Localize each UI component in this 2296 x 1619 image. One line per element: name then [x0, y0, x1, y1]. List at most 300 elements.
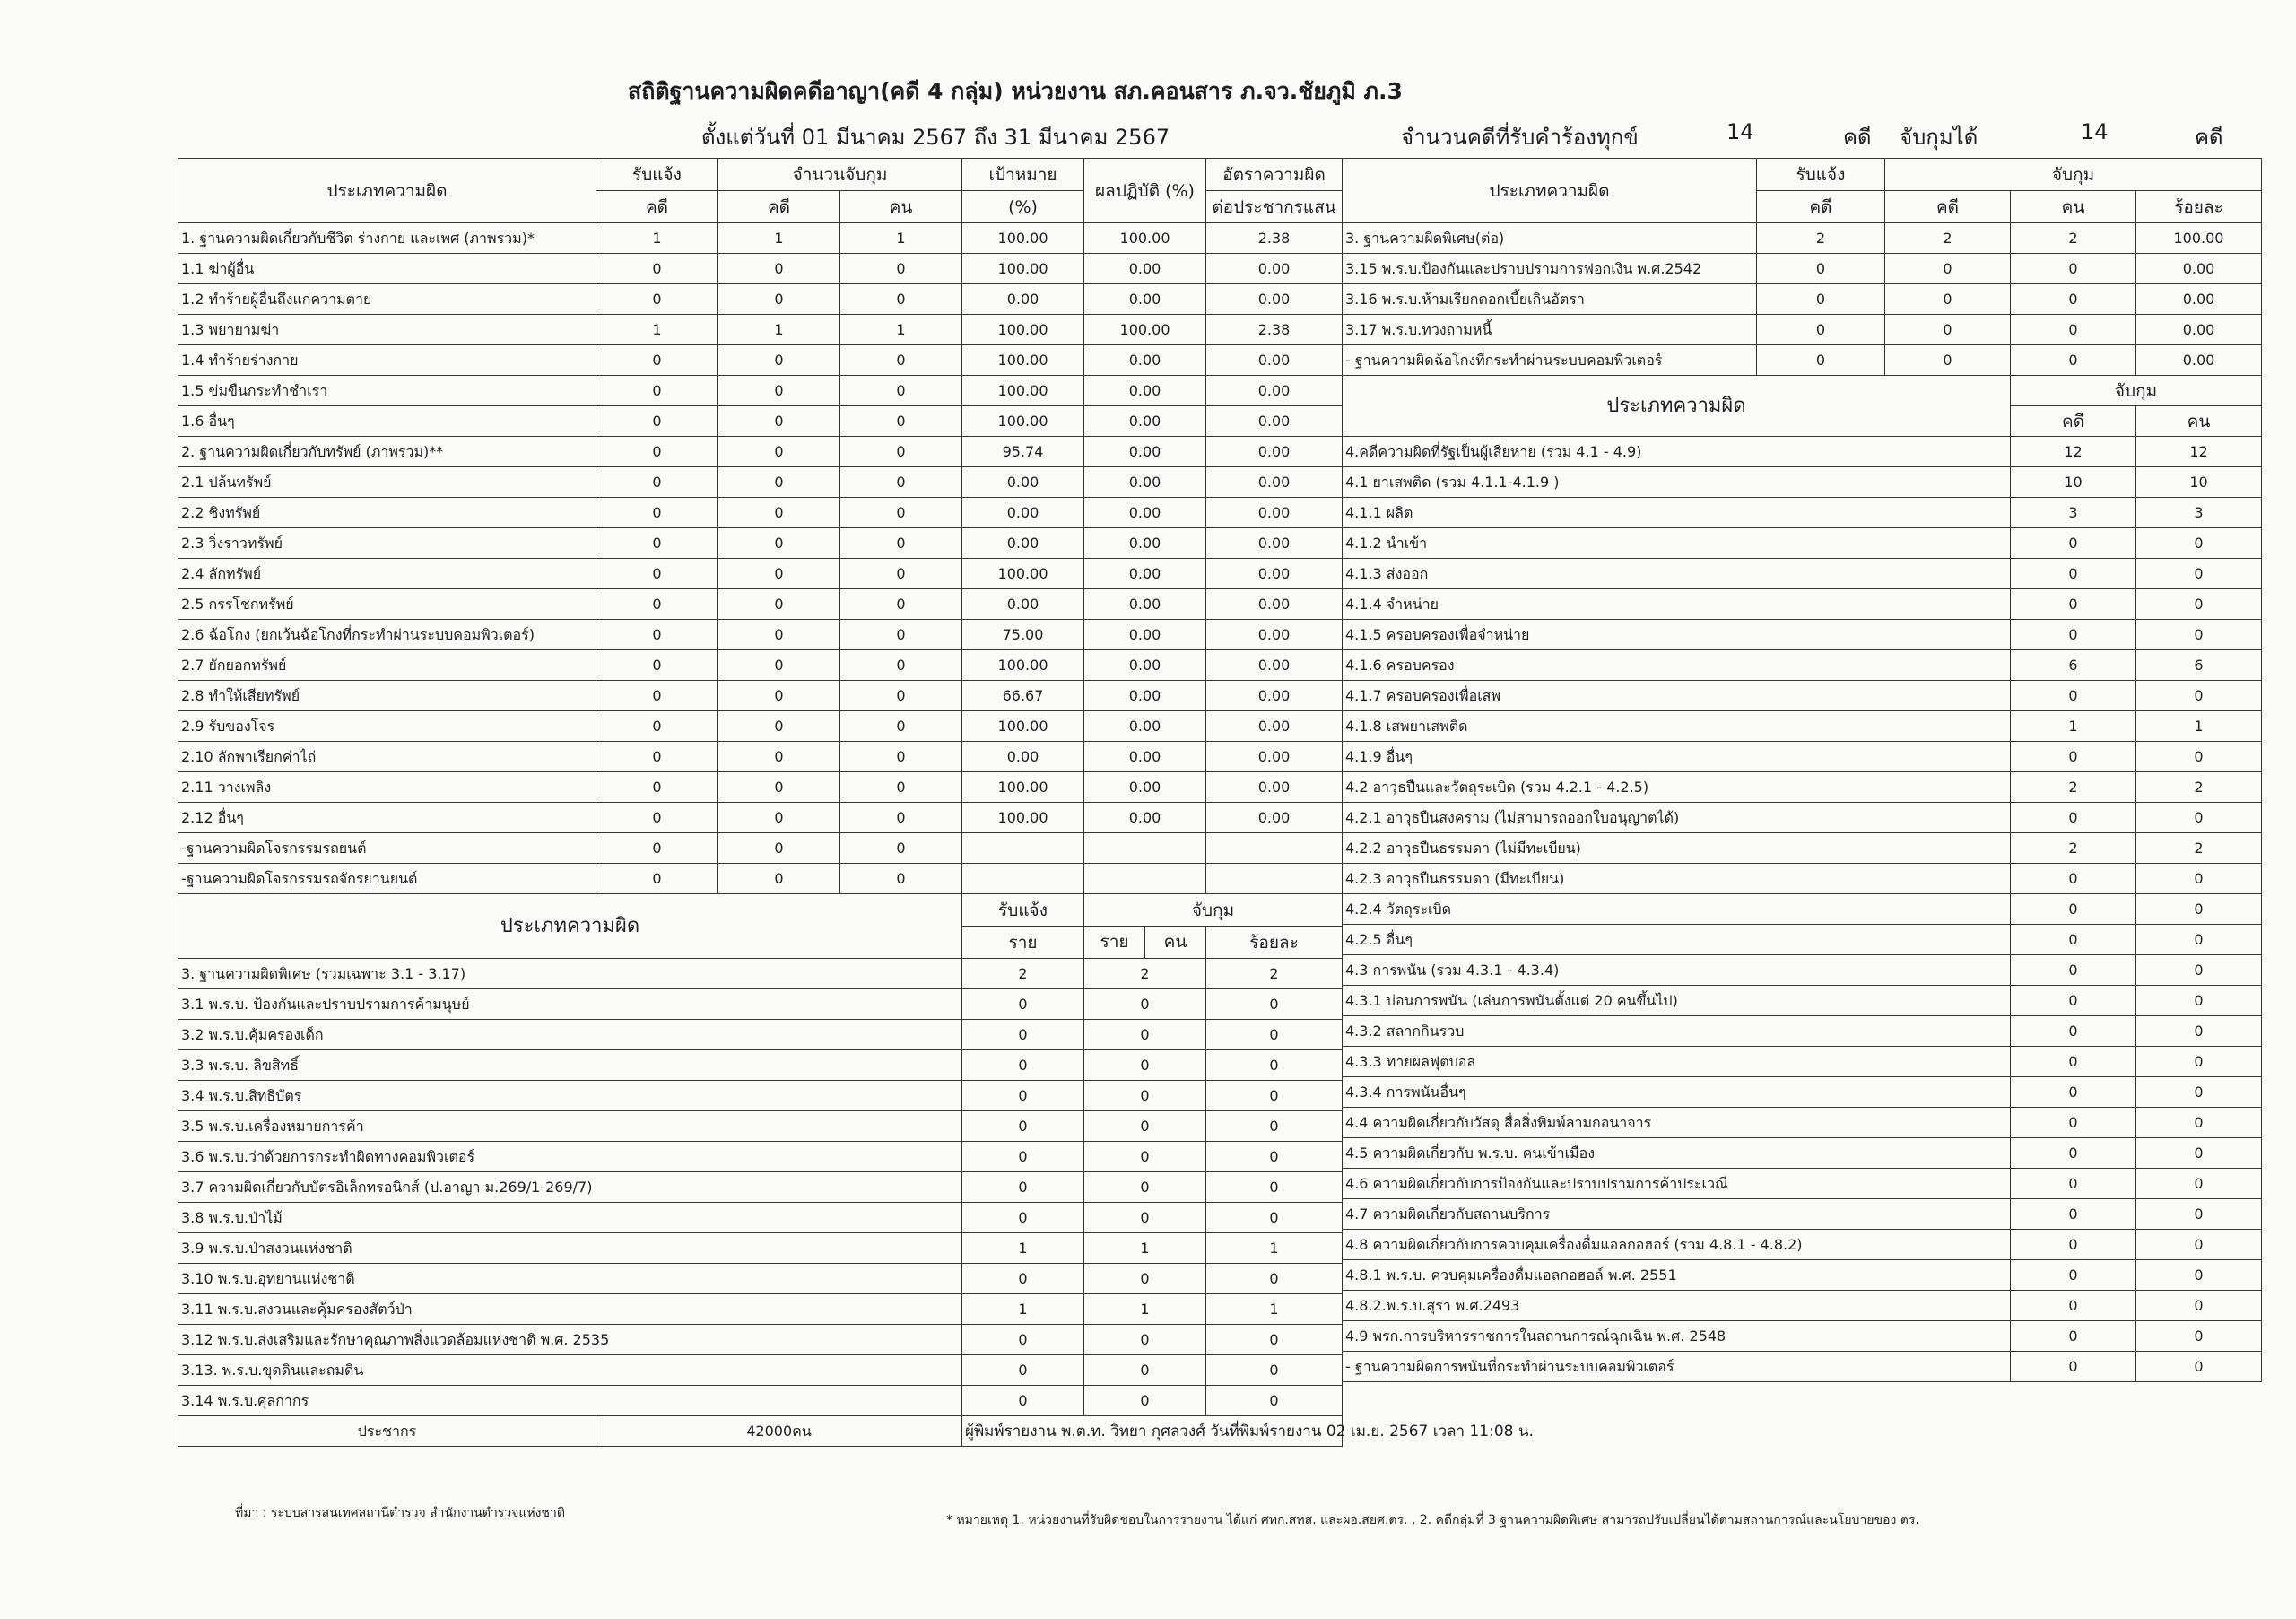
- row-value: 1: [1084, 1233, 1206, 1264]
- row-value: 0: [840, 559, 962, 589]
- row-value: 0: [1084, 989, 1206, 1020]
- row-label: 1.6 อื่นๆ: [178, 406, 596, 437]
- remark-note: * หมายเหตุ 1. หน่วยงานที่รับผิดชอบในการรายงาน ได้แก่ ศทก.สทส. และผอ.สยศ.ตร. , 2. คดีกลุ่มที่ 3 ฐานความผิดพิเศษ สามารถปรับเปลี่ยนได้ตามสถานการณ์และนโยบายของ ตร.: [946, 1513, 1919, 1528]
- row-value: 0: [596, 437, 718, 467]
- row-value: 0: [718, 406, 840, 437]
- row-label: 4.3.3 ทายผลฟุตบอล: [1343, 1047, 2011, 1077]
- crime-row: [178, 589, 1343, 620]
- row-value: 0: [2136, 1230, 2262, 1260]
- row-value: 0: [962, 1142, 1084, 1172]
- section3-header-cases: ราย: [962, 927, 1084, 959]
- row-value: 100.00: [962, 406, 1084, 437]
- section3-header-person: คน: [1163, 932, 1187, 952]
- complaint-count: 14: [1726, 119, 1754, 144]
- row-value: 0: [2136, 1077, 2262, 1108]
- row-value: 0: [840, 803, 962, 833]
- col-header-report: รับแจ้ง: [596, 159, 718, 191]
- source-note: ที่มา : ระบบสารสนเทศสถานีตำรวจ สำนักงานตำรวจแห่งชาติ: [235, 1506, 565, 1520]
- row-label: 3.6 พ.ร.บ.ว่าด้วยการกระทำผิดทางคอมพิวเตอร์: [178, 1142, 962, 1172]
- row-label: 4.9 พรก.การบริหารราชการในสถานการณ์ฉุกเฉิน พ.ศ. 2548: [1343, 1321, 2011, 1352]
- row-value: 1: [718, 223, 840, 254]
- row-label: 3.11 พ.ร.บ.สงวนและคุ้มครองสัตว์ป่า: [178, 1294, 962, 1325]
- row-label: 3.10 พ.ร.บ.อุทยานแห่งชาติ: [178, 1264, 962, 1294]
- row-value: 100.00: [1084, 315, 1206, 345]
- row-value: 0: [1757, 254, 1885, 284]
- row-value: 0: [1206, 1203, 1343, 1233]
- row-value: 0: [718, 772, 840, 803]
- row-value: 0.00: [1084, 589, 1206, 620]
- row-value: 0: [596, 284, 718, 315]
- special-crime-row: [178, 1020, 1343, 1050]
- row-label: 2.12 อื่นๆ: [178, 803, 596, 833]
- crime-row: [178, 467, 1343, 498]
- row-value: 2: [2011, 223, 2136, 254]
- row-value: 0.00: [1084, 437, 1206, 467]
- row-label: 1.3 พยายามฆ่า: [178, 315, 596, 345]
- row-label: 2.4 ลักทรัพย์: [178, 559, 596, 589]
- special-crime-row: [178, 1172, 1343, 1203]
- row-label: 4.2.1 อาวุธปืนสงคราม (ไม่สามารถออกใบอนุญาตได้): [1343, 803, 2011, 833]
- row-value: 0: [718, 864, 840, 894]
- col-header-rate-per: ต่อประชากรแสน: [1206, 191, 1343, 223]
- row-value: 0: [840, 284, 962, 315]
- row-value: 0: [2136, 589, 2262, 620]
- row-value: 0: [718, 467, 840, 498]
- row-value: 0: [1084, 1050, 1206, 1081]
- row-label: 4.1.3 ส่งออก: [1343, 559, 2011, 589]
- row-value: 66.67: [962, 681, 1084, 711]
- row-value: 0.00: [1206, 589, 1343, 620]
- right-col-header-pct: ร้อยละ: [2136, 191, 2262, 223]
- row-value: 0: [596, 681, 718, 711]
- row-value: 1: [840, 223, 962, 254]
- crime-row: [178, 406, 1343, 437]
- row-value: 0: [2136, 1291, 2262, 1321]
- row-label: 4.4 ความผิดเกี่ยวกับวัสดุ สื่อสิ่งพิมพ์ลามกอนาจาร: [1343, 1108, 2011, 1138]
- row-value: 0: [718, 803, 840, 833]
- row-value: 0: [596, 650, 718, 681]
- row-value: 0: [962, 989, 1084, 1020]
- row-value: 0: [2136, 1108, 2262, 1138]
- row-value: 0: [2011, 284, 2136, 315]
- row-value: 0.00: [1084, 620, 1206, 650]
- row-value: 100.00: [962, 315, 1084, 345]
- row-value: 0: [1885, 284, 2011, 315]
- row-value: 1: [2136, 711, 2262, 742]
- row-value: 0: [1084, 1264, 1206, 1294]
- row-value: 0.00: [1206, 711, 1343, 742]
- row-value: 0: [2011, 803, 2136, 833]
- row-value: 2: [1206, 959, 1343, 989]
- row-label: -ฐานความผิดโจรกรรมรถยนต์: [178, 833, 596, 864]
- row-value: 0: [596, 589, 718, 620]
- row-value: 0: [2136, 1016, 2262, 1047]
- state-victim-row: [1343, 772, 2262, 803]
- row-value: 0.00: [1206, 650, 1343, 681]
- row-label: 3.13. พ.ร.บ.ขุดดินและถมดิน: [178, 1355, 962, 1386]
- row-value: 0: [2136, 986, 2262, 1016]
- row-value: 1: [596, 315, 718, 345]
- row-label: - ฐานความผิดการพนันที่กระทำผ่านระบบคอมพิวเตอร์: [1343, 1352, 2011, 1382]
- row-value: 0: [1206, 989, 1343, 1020]
- row-value: 100.00: [962, 803, 1084, 833]
- state-victim-row: [1343, 1108, 2262, 1138]
- row-value: 0: [1084, 1355, 1206, 1386]
- row-label: 4.2.4 วัตถุระเบิด: [1343, 894, 2011, 925]
- row-value: 0: [2136, 955, 2262, 986]
- special-crime-row: [1343, 284, 2262, 315]
- row-value: 0: [718, 833, 840, 864]
- row-value: 10: [2011, 467, 2136, 498]
- row-label: 4.3.2 สลากกินรวบ: [1343, 1016, 2011, 1047]
- row-value: 0: [2011, 955, 2136, 986]
- special-crime-row: [178, 1081, 1343, 1111]
- row-value: 0.00: [1206, 528, 1343, 559]
- special-crime-row: [178, 1386, 1343, 1416]
- row-label: 1.4 ทำร้ายร่างกาย: [178, 345, 596, 376]
- row-value: 0.00: [1084, 742, 1206, 772]
- right-col-header-arrest-case: คดี: [1885, 191, 2011, 223]
- row-value: 0.00: [1206, 345, 1343, 376]
- row-value: 0: [1206, 1142, 1343, 1172]
- crime-row: [178, 559, 1343, 589]
- row-value: 0: [2011, 1016, 2136, 1047]
- row-label: 4.2.2 อาวุธปืนธรรมดา (ไม่มีทะเบียน): [1343, 833, 2011, 864]
- row-value: 0.00: [1084, 498, 1206, 528]
- row-value: 0: [2011, 1352, 2136, 1382]
- row-value: 0: [840, 345, 962, 376]
- row-label: 3.15 พ.ร.บ.ป้องกันและปราบปรามการฟอกเงิน พ.ศ.2542: [1343, 254, 1757, 284]
- state-victim-row: [1343, 925, 2262, 955]
- crime-row: [178, 681, 1343, 711]
- col-header-case: คดี: [596, 191, 718, 223]
- row-label: 2.10 ลักพาเรียกค่าไถ่: [178, 742, 596, 772]
- row-value: 0.00: [2136, 315, 2262, 345]
- row-value: 2: [2136, 833, 2262, 864]
- row-label: 4.1.4 จำหน่าย: [1343, 589, 2011, 620]
- row-value: 0: [840, 711, 962, 742]
- state-victim-row: [1343, 620, 2262, 650]
- state-victim-row: [1343, 1199, 2262, 1230]
- row-value: 0.00: [1084, 803, 1206, 833]
- row-value: 100.00: [962, 711, 1084, 742]
- row-value: 0: [2011, 559, 2136, 589]
- section3-header-type: ประเภทความผิด: [178, 894, 962, 959]
- row-value: 0.00: [962, 589, 1084, 620]
- empty-cell: [962, 864, 1084, 894]
- row-value: 0: [2011, 894, 2136, 925]
- printed-by: ผู้พิมพ์รายงาน พ.ต.ท. วิทยา กุศลวงศ์ วันที่พิมพ์รายงาน 02 เม.ย. 2567 เวลา 11:08 น.: [962, 1416, 1343, 1447]
- special-crime-row: [178, 959, 1343, 989]
- row-value: 0: [718, 681, 840, 711]
- row-value: 0.00: [1084, 376, 1206, 406]
- row-value: 0.00: [1084, 284, 1206, 315]
- row-value: 0: [2011, 986, 2136, 1016]
- row-label: 3.17 พ.ร.บ.ทวงถามหนี้: [1343, 315, 1757, 345]
- row-value: 0: [2136, 1169, 2262, 1199]
- row-label: 1.1 ฆ่าผู้อื่น: [178, 254, 596, 284]
- row-value: 0.00: [1206, 254, 1343, 284]
- complaint-unit: คดี: [1843, 125, 1872, 150]
- row-value: 0: [2011, 1138, 2136, 1169]
- state-victim-row: [1343, 1230, 2262, 1260]
- crime-row: [178, 376, 1343, 406]
- report-period: ตั้งแต่วันที่ 01 มีนาคม 2567 ถึง 31 มีนาคม 2567: [701, 125, 1170, 150]
- row-value: 0: [2136, 528, 2262, 559]
- row-value: 0: [596, 864, 718, 894]
- row-value: 0: [596, 467, 718, 498]
- row-value: 3: [2011, 498, 2136, 528]
- row-value: 0.00: [1206, 620, 1343, 650]
- row-value: 0: [1885, 345, 2011, 376]
- row-label: 4.5 ความผิดเกี่ยวกับ พ.ร.บ. คนเข้าเมือง: [1343, 1138, 2011, 1169]
- row-value: 100.00: [962, 345, 1084, 376]
- row-label: 4.2.3 อาวุธปืนธรรมดา (มีทะเบียน): [1343, 864, 2011, 894]
- row-value: 0: [962, 1355, 1084, 1386]
- vehicle-theft-row: [178, 864, 1343, 894]
- right-col-header-case: คดี: [1757, 191, 1885, 223]
- row-value: 0: [718, 589, 840, 620]
- state-victim-row: [1343, 803, 2262, 833]
- row-value: 0: [1206, 1355, 1343, 1386]
- state-victim-row: [1343, 864, 2262, 894]
- row-value: 0: [2136, 803, 2262, 833]
- col-header-result: ผลปฏิบัติ (%): [1084, 159, 1206, 223]
- row-label: 4.3 การพนัน (รวม 4.3.1 - 4.3.4): [1343, 955, 2011, 986]
- col-header-rate: อัตราความผิด: [1206, 159, 1343, 191]
- row-value: 0.00: [962, 498, 1084, 528]
- state-victim-row: [1343, 467, 2262, 498]
- row-label: 2.3 วิ่งราวทรัพย์: [178, 528, 596, 559]
- row-label: 2.9 รับของโจร: [178, 711, 596, 742]
- row-value: 0: [962, 1050, 1084, 1081]
- row-label: 3.12 พ.ร.บ.ส่งเสริมและรักษาคุณภาพสิ่งแวดล้อมแห่งชาติ พ.ศ. 2535: [178, 1325, 962, 1355]
- row-value: 100.00: [962, 559, 1084, 589]
- crime-row: [178, 315, 1343, 345]
- row-value: 0.00: [1084, 681, 1206, 711]
- row-label: 3.7 ความผิดเกี่ยวกับบัตรอิเล็กทรอนิกส์ (ป.อาญา ม.269/1-269/7): [178, 1172, 962, 1203]
- row-value: 0: [2011, 589, 2136, 620]
- row-value: 0: [840, 589, 962, 620]
- row-value: 1: [1206, 1294, 1343, 1325]
- row-value: 0: [2011, 345, 2136, 376]
- row-label: 4.3.4 การพนันอื่นๆ: [1343, 1077, 2011, 1108]
- arrest-count-label: จับกุมได้: [1900, 125, 1979, 150]
- row-value: 0.00: [1206, 498, 1343, 528]
- row-value: 0: [2136, 1047, 2262, 1077]
- row-value: 0: [718, 498, 840, 528]
- row-value: 0.00: [1084, 711, 1206, 742]
- arrest-unit: คดี: [2195, 125, 2223, 150]
- row-value: 0: [596, 406, 718, 437]
- row-value: 2: [1885, 223, 2011, 254]
- right-col-header-arrest: จับกุม: [1885, 159, 2262, 191]
- row-value: 0.00: [1206, 559, 1343, 589]
- row-label: 4.1.6 ครอบครอง: [1343, 650, 2011, 681]
- col-header-arrest: จำนวนจับกุม: [718, 159, 962, 191]
- row-value: 0: [718, 254, 840, 284]
- row-value: 0: [1885, 315, 2011, 345]
- row-value: 0: [1757, 345, 1885, 376]
- row-value: 0: [596, 711, 718, 742]
- row-value: 0: [1084, 1325, 1206, 1355]
- col-header-target: เป้าหมาย: [962, 159, 1084, 191]
- row-value: 2: [1757, 223, 1885, 254]
- row-value: 0: [596, 376, 718, 406]
- row-value: 1: [1206, 1233, 1343, 1264]
- special-crime-row: [178, 1203, 1343, 1233]
- row-value: 0: [2136, 1199, 2262, 1230]
- row-label: 3.1 พ.ร.บ. ป้องกันและปราบปรามการค้ามนุษย์: [178, 989, 962, 1020]
- crime-row: [178, 345, 1343, 376]
- row-value: 0.00: [1206, 803, 1343, 833]
- row-value: 0: [1206, 1264, 1343, 1294]
- right-col-header-report: รับแจ้ง: [1757, 159, 1885, 191]
- row-value: 0.00: [2136, 345, 2262, 376]
- row-value: 0: [2011, 1230, 2136, 1260]
- col-header-type: ประเภทความผิด: [178, 159, 596, 223]
- row-value: 0: [2136, 1260, 2262, 1291]
- section4-header-person: คน: [2136, 406, 2262, 437]
- row-value: 2: [962, 959, 1084, 989]
- state-victim-row: [1343, 894, 2262, 925]
- row-value: 0: [840, 376, 962, 406]
- row-value: 0.00: [1084, 528, 1206, 559]
- special-crime-row: [178, 989, 1343, 1020]
- row-value: 0: [2011, 1108, 2136, 1138]
- row-value: 0: [962, 1081, 1084, 1111]
- section4-header-arrest: จับกุม: [2011, 376, 2262, 406]
- row-value: 0: [2136, 742, 2262, 772]
- state-victim-row: [1343, 1047, 2262, 1077]
- row-value: 75.00: [962, 620, 1084, 650]
- row-value: 1: [596, 223, 718, 254]
- row-value: 12: [2011, 437, 2136, 467]
- row-value: 0: [1084, 1203, 1206, 1233]
- row-value: 0: [2011, 528, 2136, 559]
- crime-row: [178, 620, 1343, 650]
- row-value: 0: [718, 711, 840, 742]
- row-value: 1: [840, 315, 962, 345]
- row-value: 0: [1757, 315, 1885, 345]
- row-value: 0: [2011, 1321, 2136, 1352]
- row-label: 3. ฐานความผิดพิเศษ (รวมเฉพาะ 3.1 - 3.17): [178, 959, 962, 989]
- row-value: 0: [2011, 1199, 2136, 1230]
- row-label: 2.7 ยักยอกทรัพย์: [178, 650, 596, 681]
- population-value: 42000คน: [596, 1416, 962, 1447]
- state-victim-row: [1343, 528, 2262, 559]
- crime-row: [178, 498, 1343, 528]
- row-value: 0: [2011, 1077, 2136, 1108]
- row-label: 1. ฐานความผิดเกี่ยวกับชีวิต ร่างกาย และเพศ (ภาพรวม)*: [178, 223, 596, 254]
- row-value: 0: [1885, 254, 2011, 284]
- col-header-arrest-case: คดี: [718, 191, 840, 223]
- crime-row: [178, 742, 1343, 772]
- row-value: 0: [2136, 1138, 2262, 1169]
- row-value: 0: [2011, 315, 2136, 345]
- empty-cell: [1206, 864, 1343, 894]
- row-value: 0: [840, 498, 962, 528]
- row-value: 0: [718, 345, 840, 376]
- row-value: 0: [596, 620, 718, 650]
- row-value: 0: [2011, 1169, 2136, 1199]
- row-label: 1.2 ทำร้ายผู้อื่นถึงแก่ความตาย: [178, 284, 596, 315]
- special-crime-row: [1343, 254, 2262, 284]
- row-label: 4.2 อาวุธปืนและวัตถุระเบิด (รวม 4.2.1 - 4.2.5): [1343, 772, 2011, 803]
- crime-row: [178, 223, 1343, 254]
- state-victim-row: [1343, 1077, 2262, 1108]
- row-label: 2.8 ทำให้เสียทรัพย์: [178, 681, 596, 711]
- row-value: 0: [840, 528, 962, 559]
- state-victim-row: [1343, 681, 2262, 711]
- row-value: 0: [596, 498, 718, 528]
- state-victim-row: [1343, 955, 2262, 986]
- row-value: 2: [1084, 959, 1206, 989]
- state-victim-row: [1343, 711, 2262, 742]
- row-label: 4.2.5 อื่นๆ: [1343, 925, 2011, 955]
- section3-header-split: [1084, 927, 1206, 959]
- row-value: 0: [2136, 559, 2262, 589]
- row-value: 0: [1206, 1386, 1343, 1416]
- row-label: 2.1 ปล้นทรัพย์: [178, 467, 596, 498]
- row-value: 0.00: [1084, 254, 1206, 284]
- row-label: 2. ฐานความผิดเกี่ยวกับทรัพย์ (ภาพรวม)**: [178, 437, 596, 467]
- row-value: 0.00: [1206, 284, 1343, 315]
- row-value: 0.00: [962, 284, 1084, 315]
- state-victim-row: [1343, 1352, 2262, 1382]
- row-value: 0: [1206, 1111, 1343, 1142]
- special-crime-row: [178, 1264, 1343, 1294]
- row-value: 0: [2011, 1047, 2136, 1077]
- row-value: 12: [2136, 437, 2262, 467]
- report-title: สถิติฐานความผิดคดีอาญา(คดี 4 กลุ่ม) หน่วยงาน สภ.คอนสาร ภ.จว.ชัยภูมิ ภ.3: [628, 78, 1403, 104]
- empty-cell: [1084, 833, 1206, 864]
- empty-cell: [1084, 864, 1206, 894]
- row-label: 4.8.1 พ.ร.บ. ควบคุมเครื่องดื่มแอลกอฮอล์ พ.ศ. 2551: [1343, 1260, 2011, 1291]
- crime-row: [178, 254, 1343, 284]
- row-label: 4.7 ความผิดเกี่ยวกับสถานบริการ: [1343, 1199, 2011, 1230]
- row-value: 0: [2136, 681, 2262, 711]
- row-value: 0: [596, 254, 718, 284]
- row-value: 0.00: [962, 742, 1084, 772]
- row-label: - ฐานความผิดฉ้อโกงที่กระทำผ่านระบบคอมพิวเตอร์: [1343, 345, 1757, 376]
- crime-row: [178, 772, 1343, 803]
- row-label: 2.5 กรรโชกทรัพย์: [178, 589, 596, 620]
- special-crime-row: [1343, 315, 2262, 345]
- row-value: 0.00: [1206, 437, 1343, 467]
- special-crime-row: [178, 1111, 1343, 1142]
- row-value: 95.74: [962, 437, 1084, 467]
- row-label: 3.4 พ.ร.บ.สิทธิบัตร: [178, 1081, 962, 1111]
- row-label: 2.11 วางเพลิง: [178, 772, 596, 803]
- row-value: 0: [840, 437, 962, 467]
- row-value: 0: [596, 742, 718, 772]
- row-value: 0: [1084, 1172, 1206, 1203]
- col-header-person: คน: [840, 191, 962, 223]
- col-header-pct: (%): [962, 191, 1084, 223]
- row-label: 4.1.1 ผลิต: [1343, 498, 2011, 528]
- row-label: -ฐานความผิดโจรกรรมรถจักรยานยนต์: [178, 864, 596, 894]
- section3-header-pct: ร้อยละ: [1206, 927, 1343, 959]
- row-value: 0: [962, 1111, 1084, 1142]
- right-col-header-type: ประเภทความผิด: [1343, 159, 1757, 223]
- row-value: 0: [596, 345, 718, 376]
- row-value: 1: [2011, 711, 2136, 742]
- row-value: 0.00: [1206, 742, 1343, 772]
- row-value: 0: [1084, 1386, 1206, 1416]
- row-value: 0: [840, 742, 962, 772]
- row-value: 6: [2136, 650, 2262, 681]
